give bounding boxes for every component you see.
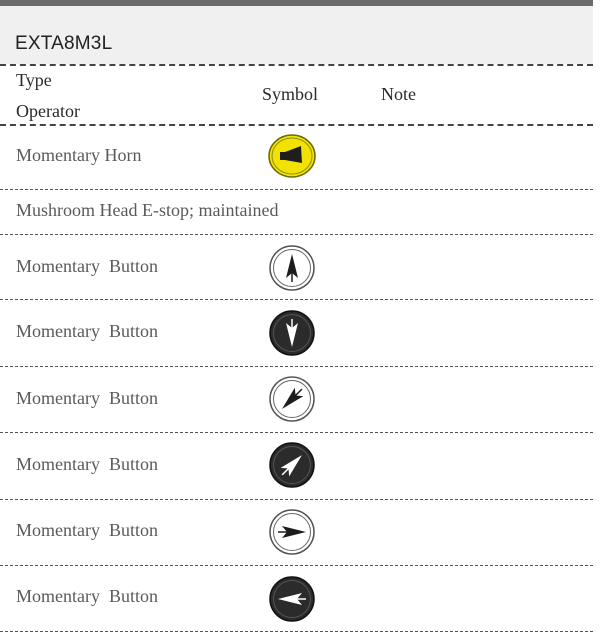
header-symbol: Symbol xyxy=(262,84,319,104)
row-label: Momentary Button xyxy=(16,586,158,606)
divider xyxy=(0,189,593,190)
horn-icon xyxy=(268,132,316,180)
arrow-right-icon xyxy=(268,508,316,556)
arrow-down-icon xyxy=(268,309,316,357)
arrow-down-left-icon xyxy=(268,375,316,423)
row-label: Momentary Horn xyxy=(16,145,142,165)
row-label: Mushroom Head E-stop; maintained xyxy=(16,200,279,220)
divider xyxy=(0,234,593,235)
row-label: Momentary Button xyxy=(16,256,158,276)
header-note: Note xyxy=(381,84,416,104)
row-label: Momentary Button xyxy=(16,321,158,341)
divider xyxy=(0,124,593,126)
divider xyxy=(0,64,593,66)
divider xyxy=(0,299,593,300)
row-label: Momentary Button xyxy=(16,454,158,474)
row-label: Momentary Button xyxy=(16,388,158,408)
divider xyxy=(0,366,593,367)
arrow-left-icon xyxy=(268,575,316,623)
header-type: Type xyxy=(16,70,52,90)
divider xyxy=(0,565,593,566)
divider xyxy=(0,499,593,500)
header-operator: Operator xyxy=(16,101,80,121)
divider xyxy=(0,432,593,433)
divider xyxy=(0,631,593,632)
row-label: Momentary Button xyxy=(16,520,158,540)
title-bar xyxy=(0,6,593,64)
arrow-up-right-icon xyxy=(268,441,316,489)
arrow-up-icon xyxy=(268,244,316,292)
model-title: EXTA8M3L xyxy=(15,33,113,54)
